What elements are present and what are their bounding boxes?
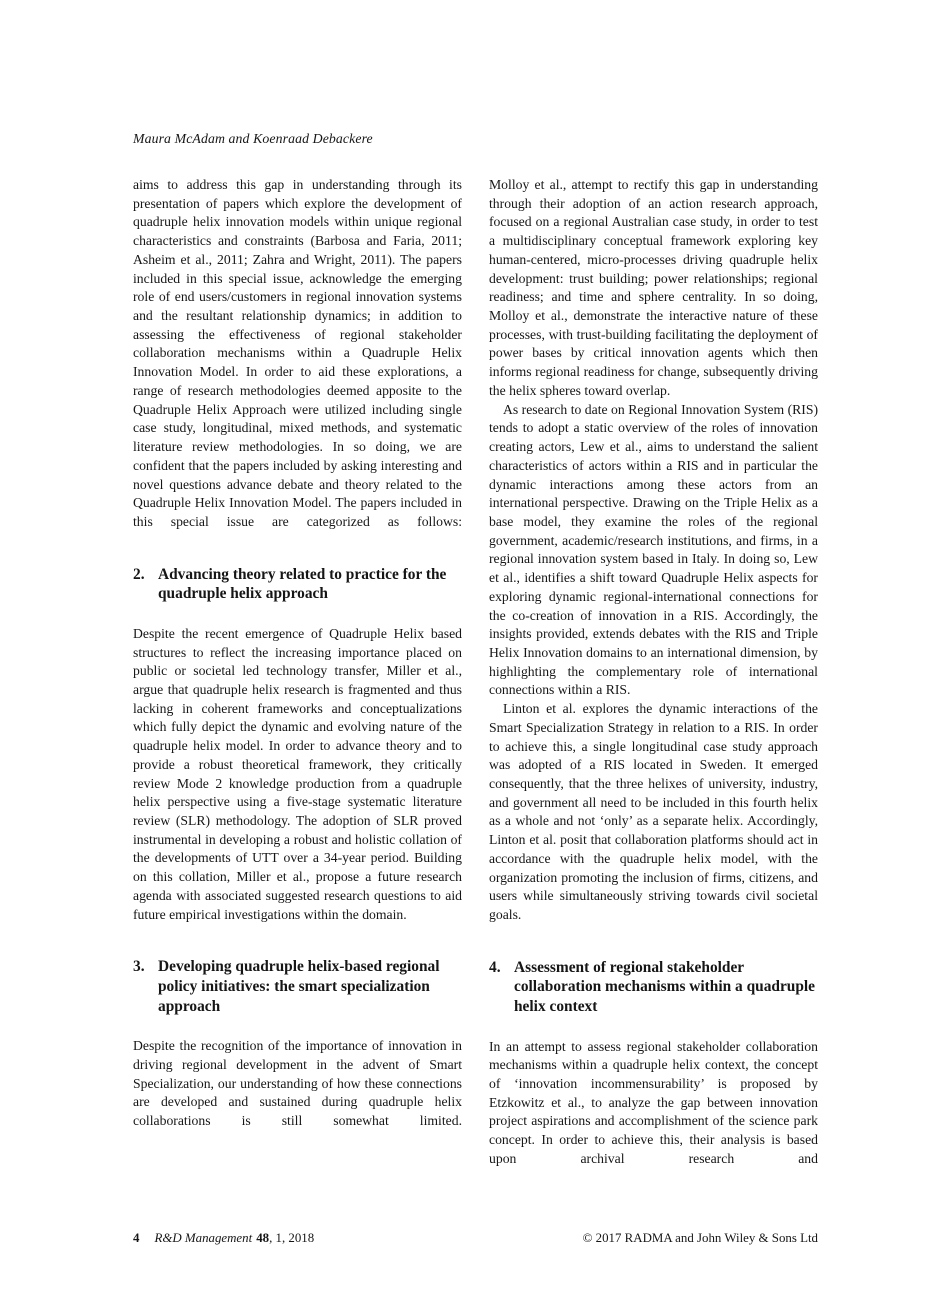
two-column-body: [133, 176, 818, 1169]
section-heading-3: [133, 957, 462, 1016]
paragraph-lew: As research to date on Regional Innovation System (RIS) tends to adopt a static overview of the roles of innovation creating actors, Lew et al., aims to understand the salient characteristics of actors within a RIS and in particular the dynamic interactions among these actors from an international perspective. Drawing on the Triple Helix as a base model, they examine the roles of the regional government, academic/research institutions, and firms, in a regional innovation system based in Italy. In doing so, Lew et al., identifies a shift toward Quadruple Helix aspects for exploring dynamic regional-international connections for the co-creation of innovation in a RIS. Accordingly, the insights provided, extends debates with the RIS and Triple Helix Innovation domains to an international dimension, by highlighting the complementary role of international connections within a RIS.: [489, 401, 818, 698]
running-head-authors: Maura McAdam and Koenraad Debackere: [133, 131, 373, 146]
journal-title: R&D Management: [154, 1231, 253, 1245]
journal-volume: 48: [256, 1231, 270, 1245]
right-column: [489, 176, 818, 1169]
paragraph-miller: Despite the recent emergence of Quadruple Helix based structures to reflect the increasing importance placed on public or societal led technology transfer, Miller et al., argue that quadruple helix research is fragmented and thus lacking in coherent frameworks and conceptualizations which fully depict the dynamic and evolving nature of the quadruple helix model. In order to advance theory and to provide a robust theoretical framework, they critically review Mode 2 knowledge production from a quadruple helix perspective using a five-stage systematic literature review (SLR) methodology. The adoption of SLR proved instrumental in developing a robust and holistic collation of the developments of UTT over a 34-year period. Building on this collation, Miller et al., propose a future research agenda with associated suggested research questions to aid future empirical investigations within the domain.: [133, 625, 462, 922]
section-heading-4: [489, 958, 818, 1017]
section-2-number: 2.: [133, 565, 145, 583]
section-3-title: Developing quadruple helix-based regional policy initiatives: the smart specialization approach: [158, 958, 440, 1015]
section-2-title: Advancing theory related to practice for the quadruple helix approach: [158, 565, 447, 603]
page-footer: [133, 1231, 818, 1246]
section-4-title: Assessment of regional stakeholder collaboration mechanisms within a quadruple helix context: [514, 958, 816, 1015]
copyright-notice: © 2017 RADMA and John Wiley & Sons Ltd: [582, 1231, 818, 1245]
section-3-number: 3.: [133, 958, 145, 976]
footer-journal-info: [133, 1231, 314, 1246]
paragraph-smart-specialization: Despite the recognition of the importance of innovation in driving regional development in the advent of Smart Specialization, our understanding of how these connections are developed and sustained during quadruple helix collaborations is still somewhat limited.: [133, 1038, 462, 1128]
section-heading-2: [133, 565, 462, 604]
paragraph-etzkowitz: In an attempt to assess regional stakeholder collaboration mechanisms within a quadruple helix context, the concept of ‘innovation incommensurability’ is proposed by Etzkowitz et al., to analyze the gap between innovation project aspirations and accomplishment of the science park concept. In order to achieve this, their analysis is based upon archival research and: [489, 1038, 818, 1166]
paragraph-linton: Linton et al. explores the dynamic interactions of the Smart Specialization Strategy in relation to a RIS. In order to achieve this, a single longitudinal case study approach was adopted of a RIS located in Sweden. It emerged consequently, that the three helixes of university, industry, and government all need to be included in this fourth helix as a whole and not ‘only’ as a separate helix. Accordingly, Linton et al. posit that collaboration platforms should act in accordance with the quadruple helix model, with the organization promoting the inclusion of firms, citizens, and users while simultaneously striving towards civil societal goals.: [489, 701, 818, 923]
page-number: 4: [133, 1231, 140, 1245]
journal-issue-year: , 1, 2018: [269, 1231, 315, 1245]
paragraph-intro-continuation: aims to address this gap in understanding through its presentation of papers which explore the development of quadruple helix innovation models within unique regional characteristics and constraints (Barbosa and Faria, 2011; Asheim et al., 2011; Zahra and Wright, 2011). The papers included in this special issue, acknowledge the emerging role of end users/customers in regional innovation systems and the resultant relationship dynamics; in addition to assessing the effectiveness of regional stakeholder collaboration mechanisms within a Quadruple Helix Innovation Model. In order to aid these explorations, a range of research methodologies deemed apposite to the Quadruple Helix Approach were utilized including single case study, longitudinal, mixed methods, and systematic literature review methodologies. In so doing, we are confident that the papers included by asking interesting and novel questions advance debate and theory related to the Quadruple Helix Innovation Model. The papers included in this special issue are categorized as follows:: [133, 177, 462, 529]
left-column: [133, 176, 462, 1169]
paragraph-molloy: Molloy et al., attempt to rectify this gap in understanding through their adoption of an action research approach, focused on a regional Australian case study, in order to test a multidisciplinary conceptual framework exploring key human-centered, micro-processes driving quadruple helix development: trust building; power relationships; regional readiness; and time and sphere centrality. In so doing, Molloy et al., demonstrate the interactive nature of these processes, with trust-building facilitating the deployment of power bases by critical innovation agents which then informs regional readiness for change, subsequently driving the helix spheres toward overlap.: [489, 177, 818, 398]
section-4-number: 4.: [489, 958, 501, 976]
